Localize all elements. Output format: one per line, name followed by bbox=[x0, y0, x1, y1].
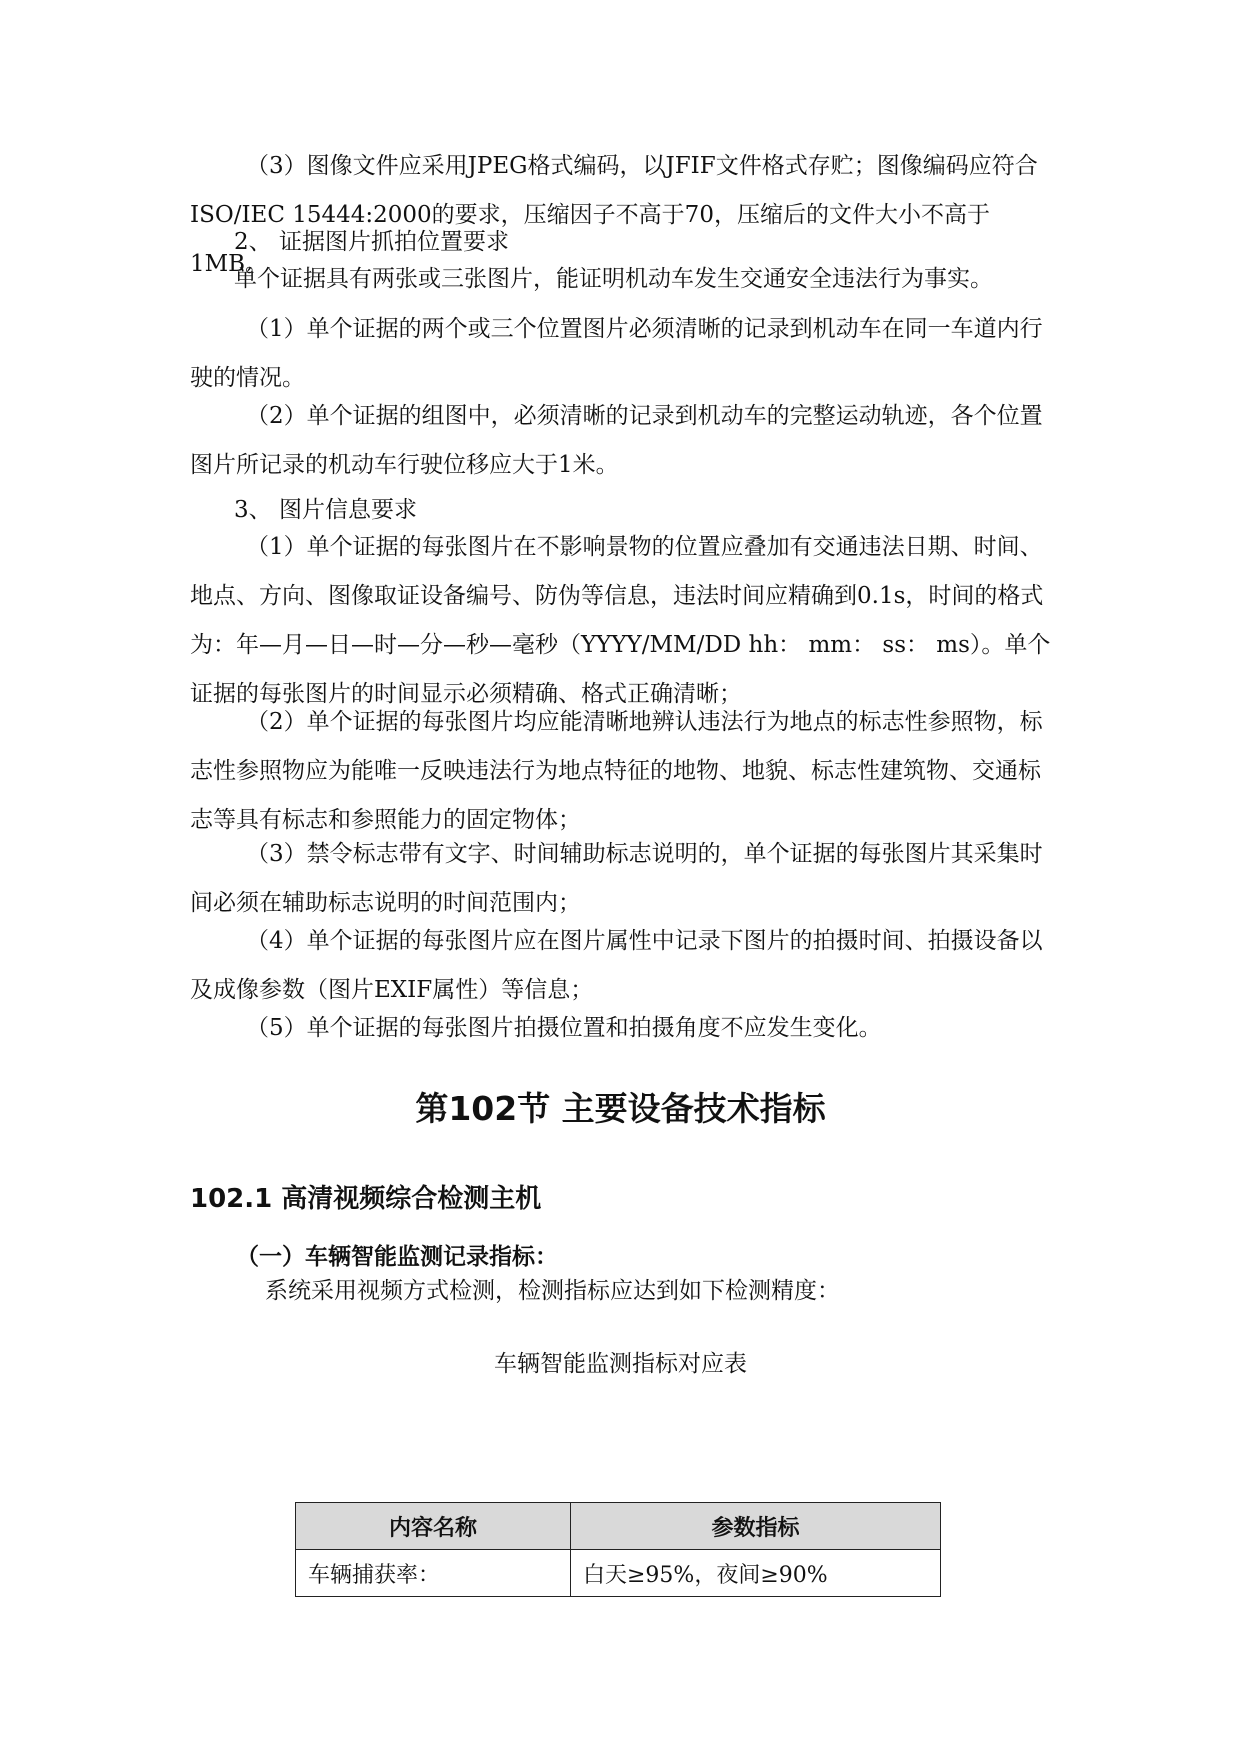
paragraph-landmark: （2）单个证据的每张图片均应能清晰地辨认违法行为地点的标志性参照物，标志性参照物应为能唯一反映违法行为地点特征的地物、地貌、标志性建筑物、交通标志等具有标志和参照能力的固定物体； bbox=[190, 709, 1043, 833]
header-cell-value: 参数指标 bbox=[571, 1503, 941, 1550]
intro-paragraph: 系统采用视频方式检测，检测指标应达到如下检测精度： bbox=[265, 1278, 840, 1304]
paragraph-time-range: （3）禁令标志带有文字、时间辅助标志说明的，单个证据的每张图片其采集时间必须在辅助标志说明的时间范围内； bbox=[190, 841, 1043, 916]
subsection-title: 102.1 高清视频综合检测主机 bbox=[190, 1184, 542, 1214]
heading-capture-position: 2、 证据图片抓拍位置要求 bbox=[234, 229, 509, 255]
paragraph-overlay-info: （1）单个证据的每张图片在不影响景物的位置应叠加有交通违法日期、时间、地点、方向、图像取证设备编号、防伪等信息，违法时间应精确到0.1s，时间的格式为：年—月—日—时—分—秒—毫秒（YYYY/MM/DD hh： mm： ss： ms）。单个证据的每张图片的时间显示必须精确、格式正确清晰； bbox=[190, 534, 1051, 707]
table-caption: 车辆智能监测指标对应表 bbox=[494, 1351, 747, 1377]
sub-heading: （一）车辆智能监测记录指标： bbox=[236, 1244, 558, 1270]
heading-image-info: 3、 图片信息要求 bbox=[234, 497, 417, 523]
header-cell-name: 内容名称 bbox=[296, 1503, 571, 1550]
table-row bbox=[296, 1550, 941, 1597]
paragraph-trajectory: （2）单个证据的组图中，必须清晰的记录到机动车的完整运动轨迹，各个位置图片所记录的机动车行驶位移应大于1米。 bbox=[190, 403, 1043, 478]
spec-table bbox=[295, 1502, 941, 1597]
section-title: 第102节 主要设备技术指标 bbox=[415, 1089, 826, 1128]
paragraph-evidence-count: 单个证据具有两张或三张图片，能证明机动车发生交通安全违法行为事实。 bbox=[234, 266, 993, 292]
paragraph-same-lane: （1）单个证据的两个或三个位置图片必须清晰的记录到机动车在同一车道内行驶的情况。 bbox=[190, 316, 1043, 391]
table-header-row bbox=[296, 1503, 941, 1550]
paragraph-position-angle: （5）单个证据的每张图片拍摄位置和拍摄角度不应发生变化。 bbox=[246, 1015, 882, 1041]
paragraph-image-format: （3）图像文件应采用JPEG格式编码，以JFIF文件格式存贮；图像编码应符合ISO/IEC 15444:2000的要求，压缩因子不高于70，压缩后的文件大小不高于1MB。 bbox=[190, 153, 1038, 277]
paragraph-exif: （4）单个证据的每张图片应在图片属性中记录下图片的拍摄时间、拍摄设备以及成像参数（图片EXIF属性）等信息； bbox=[190, 928, 1043, 1003]
table-cell-name: 车辆捕获率： bbox=[296, 1550, 571, 1597]
table-cell-value: 白天≥95%，夜间≥90% bbox=[571, 1550, 941, 1597]
